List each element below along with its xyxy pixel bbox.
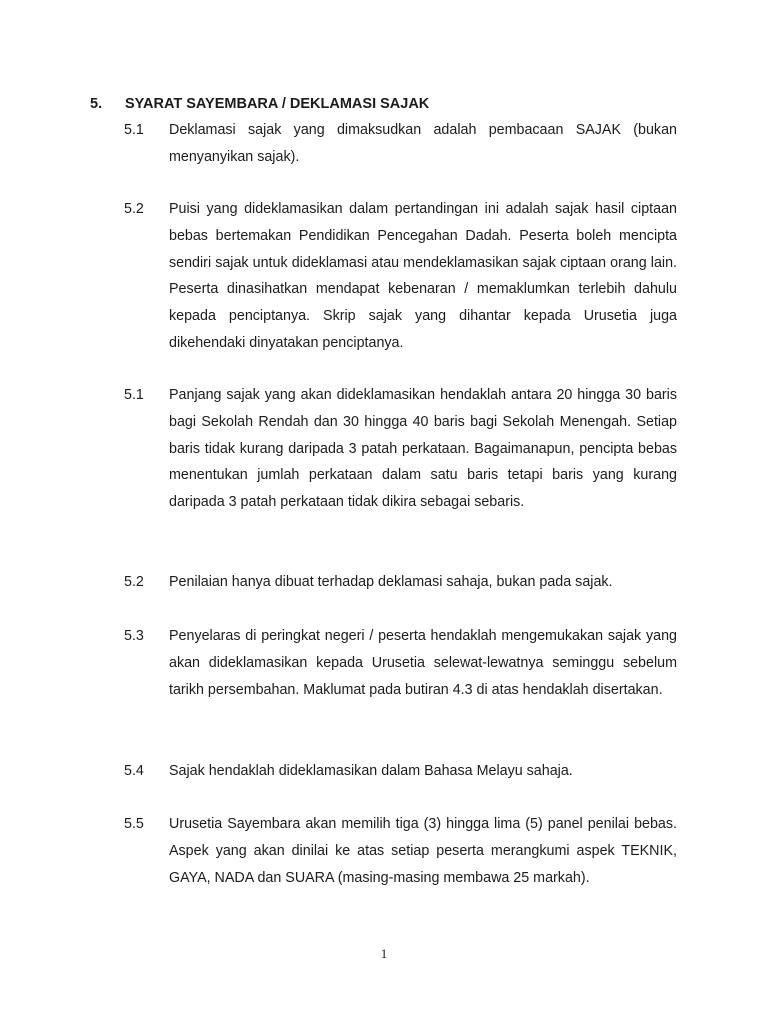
item-text: Deklamasi sajak yang dimaksudkan adalah pembacaan SAJAK (bukan menyanyikan sajak).: [169, 122, 677, 165]
item-text: Penilaian hanya dibuat terhadap deklamasi sahaja, bukan pada sajak.: [169, 574, 613, 590]
item-text: Panjang sajak yang akan dideklamasikan hendaklah antara 20 hingga 30 baris bagi Sekolah Rendah dan 30 hingga 40 baris bagi Sekolah Menengah. Setiap baris tidak kurang daripada 3 patah perkataan. Bagaimanapun, pencipta bebas menentukan jumlah perkataan dalam satu baris tetapi baris yang kurang daripada 3 patah perkataan tidak dikira sebagai sebaris.: [169, 387, 677, 511]
item-text: Sajak hendaklah dideklamasikan dalam Bahasa Melayu sahaja.: [169, 763, 573, 779]
item-number: 5.4: [124, 763, 144, 779]
item-number: 5.1: [124, 387, 144, 403]
page-number: 1: [380, 946, 388, 961]
item-number: 5.2: [124, 574, 144, 590]
item-text: Urusetia Sayembara akan memilih tiga (3) hingga lima (5) panel penilai bebas. Aspek yang akan dinilai ke atas setiap peserta merangkumi aspek TEKNIK, GAYA, NADA dan SUARA (masing-masing membawa 25 markah).: [169, 816, 677, 886]
item-text: Puisi yang dideklamasikan dalam pertandingan ini adalah sajak hasil ciptaan bebas bertemakan Pendidikan Pencegahan Dadah. Peserta boleh mencipta sendiri sajak untuk dideklamasi atau mendeklamasikan sajak ciptaan orang lain. Peserta dinasihatkan mendapat kebenaran / memaklumkan terlebih dahulu kepada penciptanya. Skrip sajak yang dihantar kepada Urusetia juga dikehendaki dinyatakan penciptanya.: [169, 201, 677, 351]
item-number: 5.3: [124, 628, 144, 644]
section-title: SYARAT SAYEMBARA / DEKLAMASI SAJAK: [125, 96, 430, 112]
section-number: 5.: [90, 96, 103, 112]
item-number: 5.5: [124, 816, 144, 832]
item-number: 5.1: [124, 122, 144, 138]
item-text: Penyelaras di peringkat negeri / peserta hendaklah mengemukakan sajak yang akan dideklamasikan kepada Urusetia selewat-lewatnya seminggu sebelum tarikh persembahan. Maklumat pada butiran 4.3 di atas hendaklah disertakan.: [169, 628, 677, 698]
item-number: 5.2: [124, 201, 144, 217]
